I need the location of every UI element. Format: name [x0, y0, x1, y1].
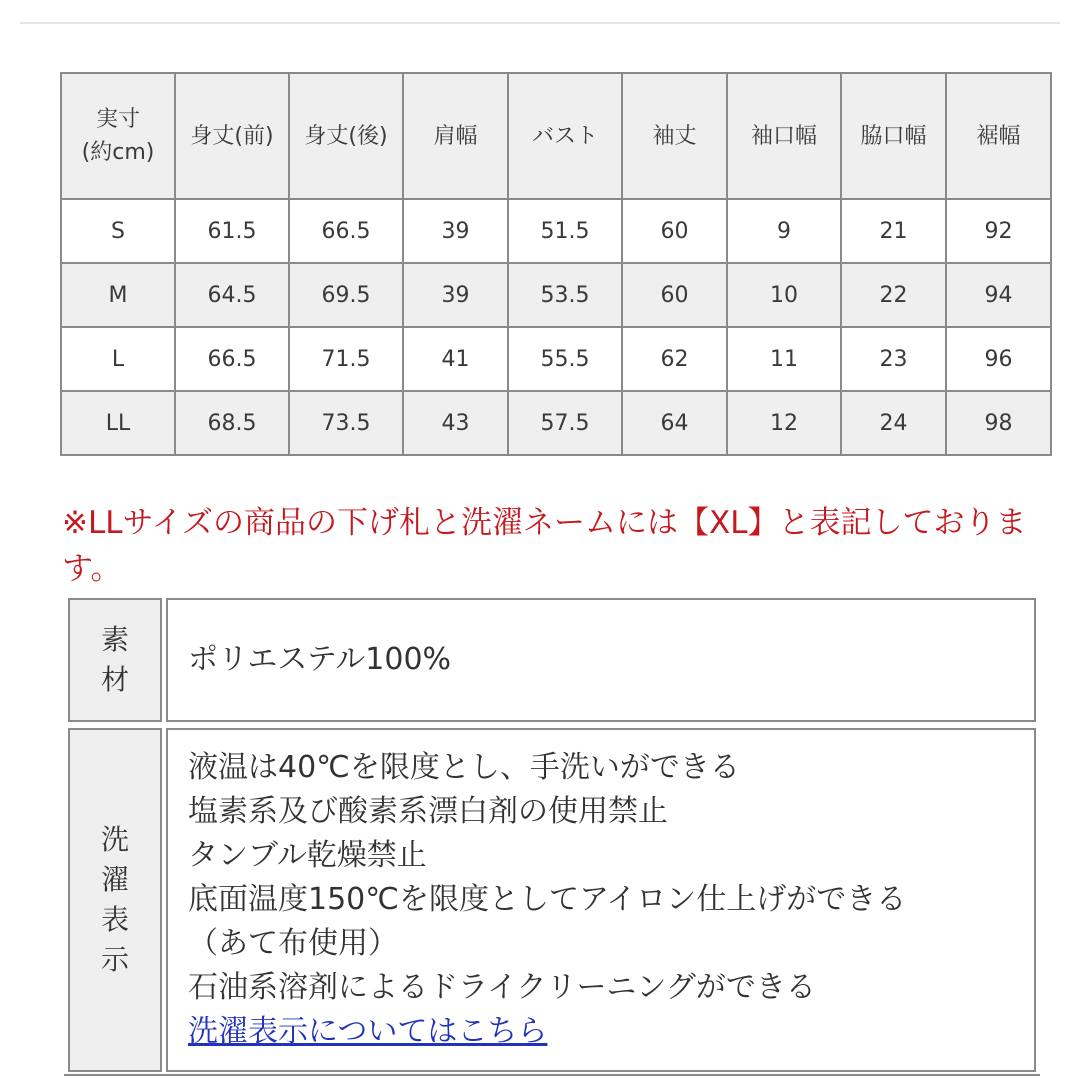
table-cell: 51.5: [508, 199, 622, 263]
table-cell: 64: [622, 391, 727, 455]
table-cell: 11: [727, 327, 841, 391]
care-instructions: [166, 728, 1036, 1072]
table-cell: 66.5: [175, 327, 289, 391]
header-cell: 身丈(前): [175, 73, 289, 199]
table-cell: 22: [841, 263, 946, 327]
table-cell: 71.5: [289, 327, 403, 391]
care-line: 石油系溶剤によるドライクリーニングができる: [188, 970, 816, 1005]
header-cell: バスト: [508, 73, 622, 199]
table-cell: 53.5: [508, 263, 622, 327]
table-cell: 41: [403, 327, 508, 391]
table-cell: 21: [841, 199, 946, 263]
care-line: （あて布使用）: [188, 926, 398, 961]
next-row-edge: [64, 1074, 1040, 1086]
header-cell: 実寸 (約cm): [61, 73, 175, 199]
header-cell: 脇口幅: [841, 73, 946, 199]
table-cell: 62: [622, 327, 727, 391]
table-cell: 12: [727, 391, 841, 455]
material-value: ポリエステル100%: [166, 598, 1036, 722]
header-cell: 肩幅: [403, 73, 508, 199]
header-cell: 袖丈: [622, 73, 727, 199]
table-cell: 9: [727, 199, 841, 263]
size-table: [60, 72, 1052, 456]
header-cell: 裾幅: [946, 73, 1051, 199]
care-label: 洗 濯 表 示: [68, 728, 162, 1072]
table-cell: 55.5: [508, 327, 622, 391]
size-table-header-row: [61, 73, 1051, 199]
table-cell: 94: [946, 263, 1051, 327]
care-row: [68, 728, 1036, 1072]
table-cell: 10: [727, 263, 841, 327]
table-row: [61, 199, 1051, 263]
table-cell: 60: [622, 263, 727, 327]
care-line: 底面温度150℃を限度としてアイロン仕上げができる: [188, 882, 907, 917]
table-cell: 96: [946, 327, 1051, 391]
table-cell: 23: [841, 327, 946, 391]
size-cell: LL: [61, 391, 175, 455]
table-row: [61, 263, 1051, 327]
size-cell: M: [61, 263, 175, 327]
table-cell: 98: [946, 391, 1051, 455]
header-cell: 身丈(後): [289, 73, 403, 199]
table-cell: 24: [841, 391, 946, 455]
header-cell: 袖口幅: [727, 73, 841, 199]
care-guide-link[interactable]: 洗濯表示についてはこちら: [188, 1014, 548, 1049]
care-line: 液温は40℃を限度とし、手洗いができる: [188, 750, 740, 785]
table-row: [61, 391, 1051, 455]
spec-table: [64, 592, 1040, 1078]
table-cell: 68.5: [175, 391, 289, 455]
table-cell: 61.5: [175, 199, 289, 263]
size-cell: S: [61, 199, 175, 263]
table-row: [61, 327, 1051, 391]
care-line: タンブル乾燥禁止: [188, 838, 427, 873]
table-cell: 39: [403, 263, 508, 327]
table-cell: 60: [622, 199, 727, 263]
table-cell: 69.5: [289, 263, 403, 327]
table-cell: 64.5: [175, 263, 289, 327]
material-row: [68, 598, 1036, 722]
table-cell: 73.5: [289, 391, 403, 455]
table-cell: 39: [403, 199, 508, 263]
table-cell: 92: [946, 199, 1051, 263]
size-note: ※LLサイズの商品の下げ札と洗濯ネームには【XL】と表記しております。: [62, 505, 1027, 587]
care-line: 塩素系及び酸素系漂白剤の使用禁止: [188, 794, 668, 829]
table-cell: 66.5: [289, 199, 403, 263]
table-cell: 57.5: [508, 391, 622, 455]
table-cell: 43: [403, 391, 508, 455]
top-divider: [20, 22, 1060, 24]
size-cell: L: [61, 327, 175, 391]
material-label: 素 材: [68, 598, 162, 722]
